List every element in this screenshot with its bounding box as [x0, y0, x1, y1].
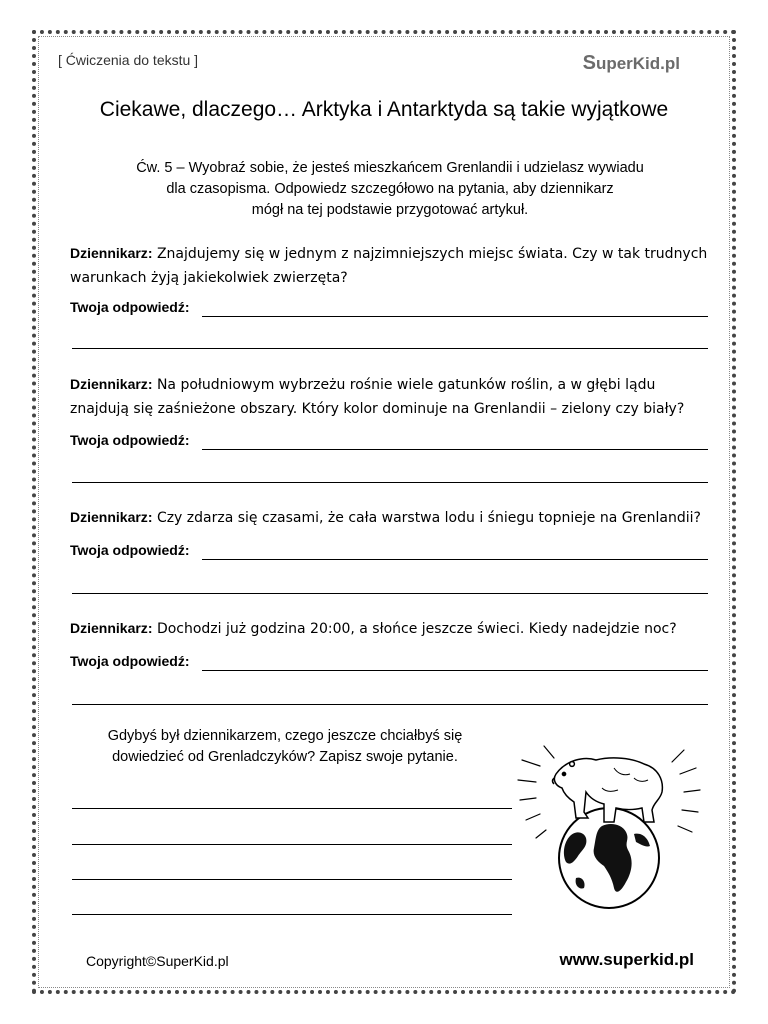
polar-bear-icon: [553, 758, 663, 822]
own-question-line[interactable]: [72, 844, 512, 845]
answer-4[interactable]: [70, 653, 710, 673]
journalist-label: Dziennikarz: [70, 620, 148, 636]
answer-label: Twoja odpowiedź:: [70, 432, 190, 448]
question-2: Dziennikarz: Na południowym wybrzeżu rośnie wiele gatunków roślin, a w głębi lądu znajdują się zaśnieżone obszary. Który kolor dominuje na Grenlandii – zielony czy biały?: [70, 372, 710, 421]
question-text: warunkach żyją jakiekolwiek zwierzęta?: [70, 270, 348, 286]
answer-1[interactable]: [70, 299, 710, 319]
own-question-line[interactable]: [72, 879, 512, 880]
brand-initial: S: [582, 52, 596, 74]
globe-icon: [559, 808, 659, 908]
copyright-text: Copyright©SuperKid.pl: [86, 953, 229, 969]
own-question-line[interactable]: [72, 914, 512, 915]
own-question-line[interactable]: [72, 808, 512, 809]
answer-line[interactable]: [202, 316, 708, 317]
instruction-line: Ćw. 5 – Wyobraź sobie, że jesteś mieszkańcem Grenlandii i udzielasz wywiadu: [136, 160, 644, 176]
question-text: Czy zdarza się czasami, że cała warstwa lodu i śniegu topnieje na Grenlandii?: [156, 510, 701, 526]
answer-3[interactable]: [70, 542, 710, 562]
page-title: Ciekawe, dlaczego… Arktyka i Antarktyda są takie wyjątkowe: [99, 98, 669, 121]
extra-line: Gdybyś był dziennikarzem, czego jeszcze chciałbyś się: [107, 728, 463, 744]
answer-line[interactable]: [202, 670, 708, 671]
answer-line[interactable]: [72, 482, 708, 483]
question-text: Dochodzi już godzina 20:00, a słońce jeszcze świeci. Kiedy nadejdzie noc?: [156, 621, 677, 637]
journalist-label: Dziennikarz: [70, 245, 148, 261]
question-1: Dziennikarz: Znajdujemy się w jednym z najzimniejszych miejsc świata. Czy w tak trudnych warunkach żyją jakiekolwiek zwierzęta?: [70, 241, 710, 290]
journalist-label: Dziennikarz: [70, 376, 148, 392]
brand-name: uperKid.pl: [595, 54, 680, 73]
answer-line[interactable]: [72, 704, 708, 705]
answer-label: Twoja odpowiedź:: [70, 299, 190, 315]
website-link[interactable]: www.superkid.pl: [559, 950, 694, 969]
worksheet-tag: [ Ćwiczenia do tekstu ]: [58, 52, 199, 68]
polar-bear-on-globe-illustration: [514, 738, 704, 910]
question-text: Na południowym wybrzeżu rośnie wiele gatunków roślin, a w głębi lądu: [156, 377, 656, 393]
exercise-instruction: [100, 158, 680, 221]
instruction-line: mógł na tej podstawie przygotować artykuł.: [251, 202, 529, 218]
answer-label: Twoja odpowiedź:: [70, 653, 190, 669]
brand-logo: [583, 52, 680, 75]
journalist-label: Dziennikarz: [70, 509, 148, 525]
extra-task-instruction: [80, 726, 490, 768]
answer-line[interactable]: [72, 348, 708, 349]
question-text: znajdują się zaśnieżone obszary. Który kolor dominuje na Grenlandii – zielony czy biały?: [70, 401, 685, 417]
answer-line[interactable]: [202, 449, 708, 450]
instruction-line: dla czasopisma. Odpowiedz szczegółowo na pytania, aby dziennikarz: [166, 181, 614, 197]
extra-line: dowiedzieć od Grenladczyków? Zapisz swoje pytanie.: [112, 749, 458, 765]
answer-2[interactable]: [70, 432, 710, 452]
question-text: Znajdujemy się w jednym z najzimniejszych miejsc świata. Czy w tak trudnych: [156, 246, 708, 262]
answer-line[interactable]: [72, 593, 708, 594]
question-4: Dziennikarz: Dochodzi już godzina 20:00, a słońce jeszcze świeci. Kiedy nadejdzie noc?: [70, 620, 677, 637]
question-3: Dziennikarz: Czy zdarza się czasami, że cała warstwa lodu i śniegu topnieje na Grenlandii?: [70, 509, 701, 526]
answer-label: Twoja odpowiedź:: [70, 542, 190, 558]
answer-line[interactable]: [202, 559, 708, 560]
